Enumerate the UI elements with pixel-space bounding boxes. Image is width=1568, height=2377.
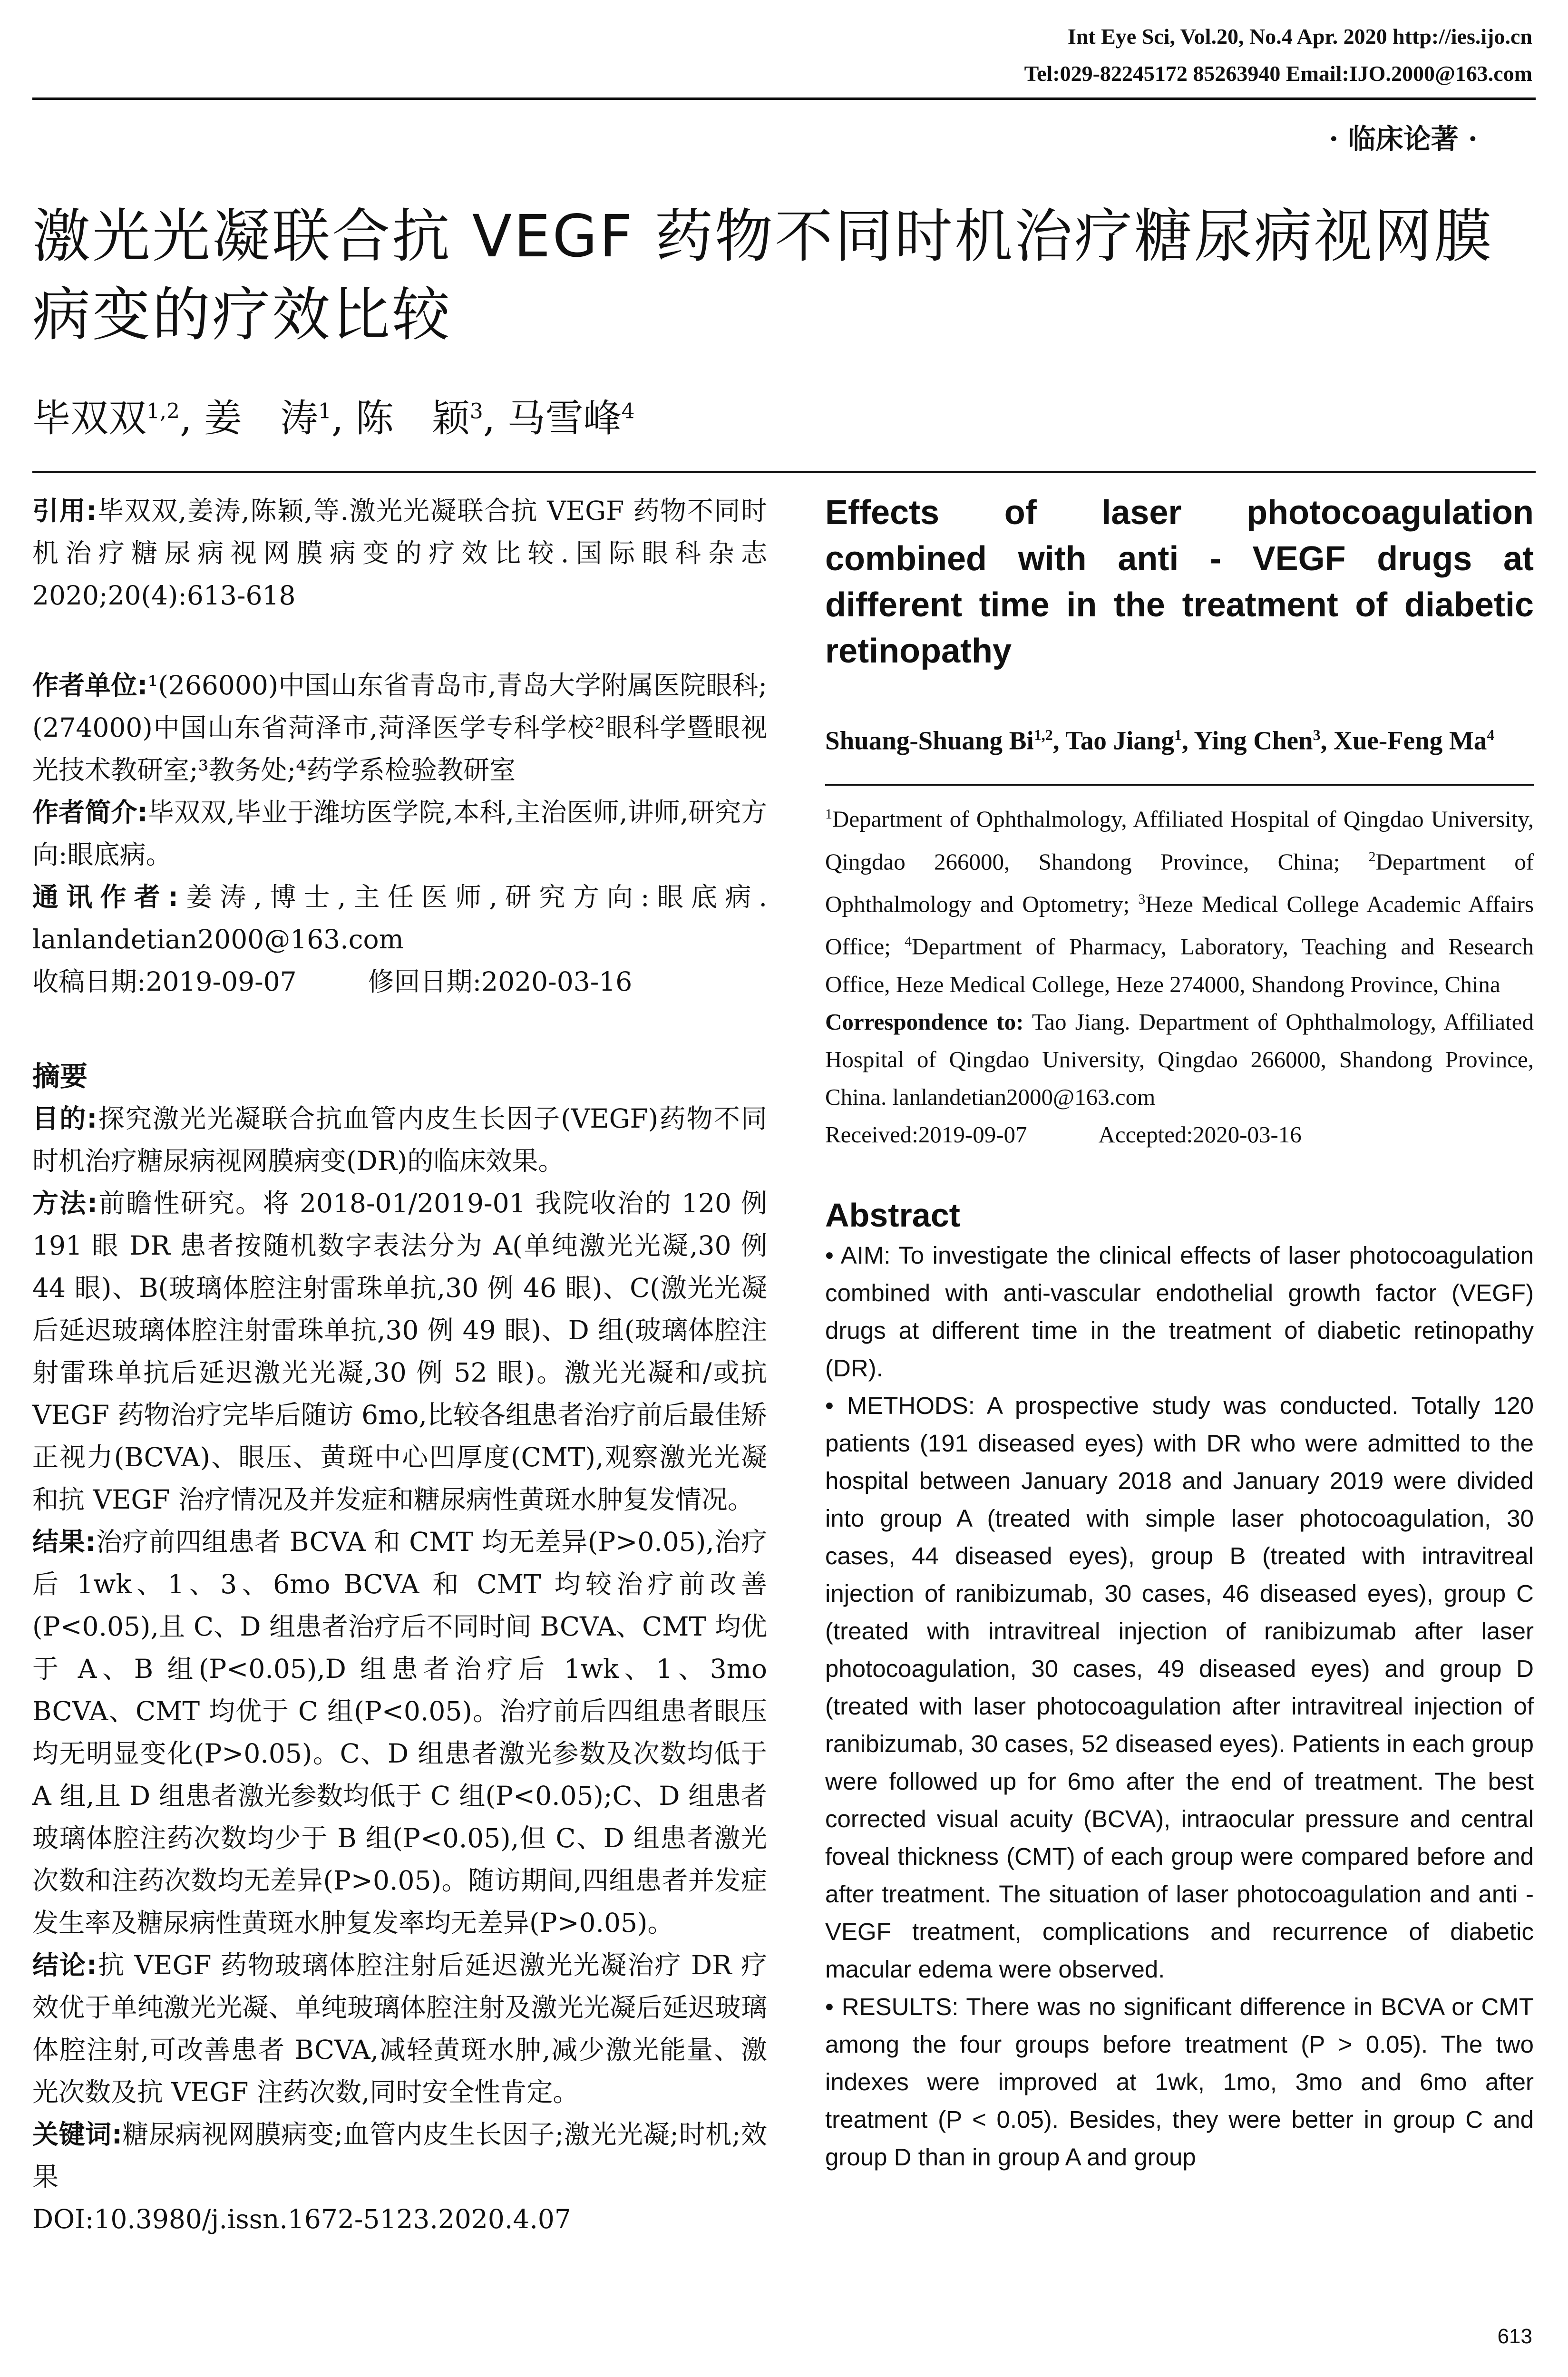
author-bio-label: 作者简介: <box>32 797 148 828</box>
section-tag: · 临床论著 · <box>1329 123 1478 155</box>
keywords-label: 关键词: <box>32 2119 122 2150</box>
author-unit-text: ¹(266000)中国山东省青岛市,青岛大学附属医院眼科;(274000)中国山东省菏泽市,菏泽医学专科学校²眼科学暨眼视光技术教研室;³教务处;⁴药学系检验教研室 <box>32 670 767 785</box>
abstract-body-en <box>825 1237 1534 2176</box>
spacer <box>32 617 767 664</box>
correspondence-en <box>825 1003 1534 1116</box>
author-affil-sup: 4 <box>621 399 635 424</box>
citation-label: 引用: <box>32 496 97 526</box>
authors-en: Shuang-Shuang Bi$^{1,2}$, Tao Jiang$^1$, Ying Chen$^3$, Xue-Feng Ma$^4$ <box>825 726 1495 755</box>
author-unit <box>32 664 767 791</box>
author-affil-sup: 1 <box>318 399 331 424</box>
doi: DOI:10.3980/j.issn.1672-5123.2020.4.07 <box>32 2204 571 2234</box>
abstract-heading-en: Abstract <box>825 1196 960 1234</box>
spacer <box>32 1003 767 1051</box>
corresponding-author <box>32 876 767 961</box>
methods-label: 方法: <box>32 1188 97 1218</box>
author-separator: , <box>179 396 192 440</box>
abstract-aim-en: • AIM: To investigate the clinical effects of laser photocoagulation combined with anti-vascular endothelial growth factor (VEGF) drugs at different time in the treatment of diabetic retinopathy (DR). <box>825 1241 1534 1382</box>
abstract-results-cn <box>32 1521 767 1944</box>
aim-text: 探究激光光凝联合抗血管内皮生长因子(VEGF)药物不同时机治疗糖尿病视网膜病变(DR)的临床效果。 <box>32 1103 767 1176</box>
affiliations-en: $^1$Department of Ophthalmology, Affiliated Hospital of Qingdao University, Qingdao 266000, Shandong Province, China; $^2$Department of Ophthalmology and Optometry; $^3$Heze Medical College Academic Affairs Office; $^4$Department of Pharmacy, Laboratory, Teaching and Research Office, Heze Medical College, Heze 274000, Shandong Province, China <box>825 806 1534 997</box>
abstract-heading-cn: 摘要 <box>32 1060 88 1092</box>
corresponding-text: 姜涛,博士,主任医师,研究方向:眼底病. lanlandetian2000@163.com <box>32 882 767 955</box>
author-name-en: Tao Jiang <box>1065 726 1175 755</box>
author-separator: , <box>331 396 344 440</box>
author-bio <box>32 791 767 876</box>
author-name: 陈 颖 <box>355 396 470 440</box>
conclusion-text: 抗 VEGF 药物玻璃体腔注射后延迟激光光凝治疗 DR 疗效优于单纯激光光凝、单纯玻璃体腔注射及激光光凝后延迟玻璃体腔注射,可改善患者 BCVA,减轻黄斑水肿,减少激光能量、激光次数及抗 VEGF 注药次数,同时安全性肯定。 <box>32 1950 767 2107</box>
author-name-en: Ying Chen <box>1194 726 1313 755</box>
header-rule <box>32 97 1536 100</box>
received-date-en: Received:2019-09-07 <box>825 1121 1027 1148</box>
accepted-date-en: Accepted:2020-03-16 <box>1098 1121 1302 1148</box>
author-affil-sup: 3 <box>1313 726 1321 743</box>
affiliation-4: Department of Pharmacy, Laboratory, Teaching and Research Office, Heze Medical College, Heze 274000, Shandong Province, China <box>825 933 1534 997</box>
title-rule <box>32 471 1536 473</box>
author-affil-sup: 1,2 <box>1033 726 1053 743</box>
abstract-aim-cn <box>32 1098 767 1182</box>
author-affil-sup: 1 <box>1174 726 1182 743</box>
abstract-conclusion-cn <box>32 1944 767 2114</box>
author-name: 毕双双 <box>32 396 146 440</box>
author-affil-sup: 1,2 <box>146 399 180 424</box>
citation <box>32 490 767 617</box>
correspondence-label: Correspondence to: <box>825 1008 1024 1035</box>
abstract-methods-en: • METHODS: A prospective study was conducted. Totally 120 patients (191 diseased eyes) with DR who were admitted to the hospital between January 2018 and January 2019 were divided into group A (treated with simple laser photocoagulation, 30 cases, 44 diseased eyes), group B (treated with intravitreal injection of ranibizumab, 30 cases, 46 diseased eyes), group C (treated with intravitreal injection of ranibizumab after laser photocoagulation, 30 cases, 49 diseased eyes) and group D (treated with laser photocoagulation after intravitreal injection of ranibizumab, 30 cases, 52 diseased eyes). Patients in each group were followed up for 6mo after the end of treatment. The best corrected visual acuity (BCVA), intraocular pressure and central foveal thickness (CMT) of each group were compared before and after treatment. The situation of laser photocoagulation and anti - VEGF treatment, complications and recurrence of diabetic macular edema were observed. <box>825 1392 1534 1983</box>
author-name-en: Xue-Feng Ma <box>1334 726 1487 755</box>
keywords-text: 糖尿病视网膜病变;血管内皮生长因子;激光光凝;时机;效果 <box>32 2119 768 2192</box>
conclusion-label: 结论: <box>32 1950 97 1980</box>
author-name: 姜 涛 <box>204 396 318 440</box>
author-bio-text: 毕双双,毕业于潍坊医学院,本科,主治医师,讲师,研究方向:眼底病。 <box>32 797 767 870</box>
received-date: 收稿日期:2019-09-07 <box>32 966 297 997</box>
affiliation-rule <box>825 784 1534 786</box>
revised-date: 修回日期:2020-03-16 <box>368 966 633 997</box>
methods-text: 前瞻性研究。将 2018-01/2019-01 我院收治的 120 例 191 眼 DR 患者按随机数字表法分为 A(单纯激光光凝,30 例 44 眼)、B(玻璃体腔注射雷珠单抗,30 例 46 眼)、C(激光光凝后延迟玻璃体腔注射雷珠单抗,30 例 49 眼)、D 组(玻璃体腔注射雷珠单抗后延迟激光光凝,30 例 52 眼)。激光光凝和/或抗 VEGF 药物治疗完毕后随访 6mo,比较各组患者治疗前后最佳矫正视力(BCVA)、眼压、黄斑中心凹厚度(CMT),观察激光光凝和抗 VEGF 治疗情况及并发症和糖尿病性黄斑水肿复发情况。 <box>32 1188 767 1515</box>
results-label: 结果: <box>32 1527 96 1557</box>
page-number: 613 <box>1497 2325 1532 2348</box>
correspondence-text: Tao Jiang. Department of Ophthalmology, Affiliated Hospital of Qingdao University, Qingdao 266000, Shandong Province, China. lanlandetian2000@163.com <box>825 1008 1534 1110</box>
author-separator: , <box>483 396 496 440</box>
journal-header-line1: Int Eye Sci, Vol.20, No.4 Apr. 2020 http://ies.ijo.cn <box>1067 24 1532 49</box>
abstract-methods-cn <box>32 1182 767 1521</box>
author-name-en: Shuang-Shuang Bi <box>825 726 1034 755</box>
author-name: 马雪峰 <box>507 396 622 440</box>
keywords-cn <box>32 2114 767 2198</box>
citation-text: 毕双双,姜涛,陈颖,等.激光光凝联合抗 VEGF 药物不同时机治疗糖尿病视网膜病变的疗效比较.国际眼科杂志 2020;20(4):613-618 <box>32 496 767 611</box>
authors-cn <box>32 388 635 442</box>
affiliation-1: Department of Ophthalmology, Affiliated Hospital of Qingdao University, Qingdao 266000, Shandong Province, China; <box>825 806 1534 875</box>
author-affil-sup: 3 <box>469 399 483 424</box>
journal-header-line2: Tel:029-82245172 85263940 Email:IJO.2000@163.com <box>1024 61 1532 86</box>
aim-label: 目的: <box>32 1103 97 1134</box>
dates-en <box>825 1116 1534 1153</box>
paper-title-en: Effects of laser photocoagulation combined with anti - VEGF drugs at different time in the treatment of diabetic retinopathy <box>825 494 1534 670</box>
dates-cn <box>32 961 767 1003</box>
corresponding-label: 通讯作者: <box>32 882 178 912</box>
author-affil-sup: 4 <box>1487 726 1495 743</box>
abstract-results-en: • RESULTS: There was no significant difference in BCVA or CMT among the four groups before treatment (P > 0.05). The two indexes were improved at 1wk, 1mo, 3mo and 6mo after treatment (P < 0.05). Besides, they were better in group C and group D than in group A and group <box>825 1993 1534 2171</box>
right-column-en <box>825 490 1534 2176</box>
affiliation-2: Department of Ophthalmology and Optometry; <box>825 848 1534 917</box>
left-column-cn <box>32 490 767 2241</box>
paper-title-cn: 激光光凝联合抗 VEGF 药物不同时机治疗糖尿病视网膜病变的疗效比较 <box>32 203 1494 349</box>
results-text: 治疗前四组患者 BCVA 和 CMT 均无差异(P>0.05),治疗后 1wk、1、3、6mo BCVA 和 CMT 均较治疗前改善(P<0.05),且 C、D 组患者治疗后不同时间 BCVA、CMT 均优于 A、B 组(P<0.05),D 组患者治疗后 1wk、1、3mo BCVA、CMT 均优于 C 组(P<0.05)。治疗前后四组患者眼压均无明显变化(P>0.05)。C、D 组患者激光参数及次数均低于 A 组,且 D 组患者激光参数均低于 C 组(P<0.05);C、D 组患者玻璃体腔注药次数均少于 B 组(P<0.05),但 C、D 组患者激光次数和注药次数均无差异(P>0.05)。随访期间,四组患者并发症发生率及糖尿病性黄斑水肿复发率均无差异(P>0.05)。 <box>32 1527 767 1938</box>
affiliation-3: Heze Medical College Academic Affairs Office; <box>825 891 1534 960</box>
author-unit-label: 作者单位: <box>32 670 148 701</box>
